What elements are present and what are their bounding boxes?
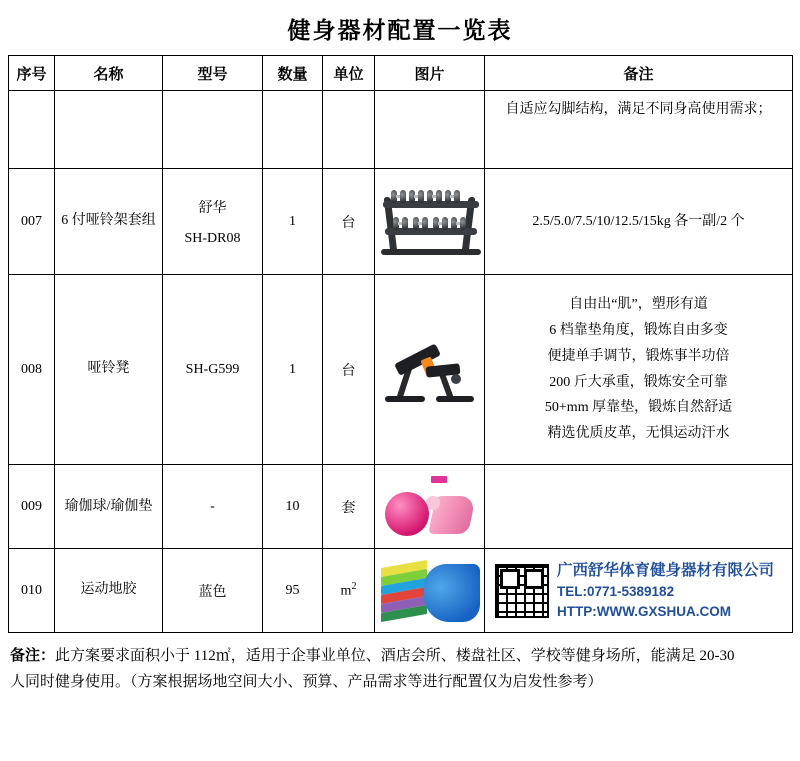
equipment-table <box>8 55 793 633</box>
cell-unit <box>323 549 375 633</box>
table-header-row <box>9 56 793 91</box>
remark-line: 2.5/5.0/7.5/10/12.5/15kg 各一副/2 个 <box>532 213 745 229</box>
cell-name: 瑜伽球/瑜伽垫 <box>55 465 163 549</box>
header-model: 型号 <box>163 56 263 91</box>
table-row <box>9 549 793 633</box>
table-row <box>9 169 793 275</box>
header-remarks: 备注 <box>485 56 793 91</box>
cell-remarks <box>485 465 793 549</box>
cell-unit: 台 <box>323 275 375 465</box>
footer-note <box>10 643 790 696</box>
cell-name: 哑铃凳 <box>55 275 163 465</box>
remark-line: 精选优质皮革，无惧运动汗水 <box>547 426 730 442</box>
cell-model <box>163 91 263 169</box>
remark-line: 自由出“肌”，塑形有道 <box>569 296 708 312</box>
yoga-ball-mat-image <box>379 474 480 540</box>
cell-picture <box>375 169 485 275</box>
cell-picture <box>375 465 485 549</box>
sports-flooring-image <box>379 558 480 624</box>
footer-line-1: 此方案要求面积小于 112㎡，适用于企事业单位、酒店会所、楼盘社区、学校等健身场所，能满足 20-30 <box>55 648 735 664</box>
company-name: 广西舒华体育健身器材有限公司 <box>557 561 775 579</box>
cell-no: 010 <box>9 549 55 633</box>
table-row <box>9 465 793 549</box>
remark-line: 6 档靠垫角度，锻炼自由多变 <box>549 322 728 338</box>
dumbbell-rack-image <box>379 187 480 257</box>
cell-name <box>55 91 163 169</box>
cell-unit <box>323 91 375 169</box>
footer-line-2: 人同时健身使用。（方案根据场地空间大小、预算、产品需求等进行配置仅为启发性参考） <box>10 674 603 691</box>
cell-model: 蓝色 <box>163 549 263 633</box>
cell-qty: 1 <box>263 275 323 465</box>
cell-picture <box>375 91 485 169</box>
cell-remarks <box>485 91 793 169</box>
cell-no: 009 <box>9 465 55 549</box>
table-row <box>9 275 793 465</box>
footer-label: 备注： <box>10 648 56 664</box>
cell-model: SH-G599 <box>163 275 263 465</box>
cell-qty: 10 <box>263 465 323 549</box>
cell-name: 运动地胶 <box>55 549 163 633</box>
cell-model: - <box>163 465 263 549</box>
cell-name: 6 付哑铃架套组 <box>55 169 163 275</box>
unit-base: m <box>340 583 352 599</box>
cell-no <box>9 91 55 169</box>
company-telephone: TEL:0771-5389182 <box>557 584 675 600</box>
adjustable-bench-image <box>379 334 480 406</box>
header-unit: 单位 <box>323 56 375 91</box>
cell-no: 008 <box>9 275 55 465</box>
header-no: 序号 <box>9 56 55 91</box>
table-row <box>9 91 793 169</box>
qr-code-icon <box>495 564 549 618</box>
cell-picture <box>375 549 485 633</box>
header-qty: 数量 <box>263 56 323 91</box>
cell-qty: 1 <box>263 169 323 275</box>
remark-line: 便捷单手调节，锻炼事半功倍 <box>547 348 730 364</box>
cell-unit: 台 <box>323 169 375 275</box>
cell-remarks <box>485 275 793 465</box>
cell-picture <box>375 275 485 465</box>
page-title: 健身器材配置一览表 <box>287 17 513 43</box>
model-line-2: SH-DR08 <box>184 230 241 246</box>
cell-model <box>163 169 263 275</box>
cell-qty: 95 <box>263 549 323 633</box>
company-website[interactable]: HTTP:WWW.GXSHUA.COM <box>557 603 731 619</box>
cell-no: 007 <box>9 169 55 275</box>
cell-remarks <box>485 169 793 275</box>
remark-line: 50+mm 厚靠垫，锻炼自然舒适 <box>544 400 733 416</box>
model-line-1: 舒华 <box>198 200 227 216</box>
remark-line: 200 斤大承重，锻炼安全可靠 <box>549 374 728 390</box>
cell-qty <box>263 91 323 169</box>
unit-superscript: 2 <box>351 581 357 593</box>
header-name: 名称 <box>55 56 163 91</box>
cell-unit: 套 <box>323 465 375 549</box>
company-info <box>489 560 788 622</box>
header-picture: 图片 <box>375 56 485 91</box>
remark-line: 自适应勾脚结构，满足不同身高使用需求； <box>505 102 772 117</box>
cell-remarks <box>485 549 793 633</box>
